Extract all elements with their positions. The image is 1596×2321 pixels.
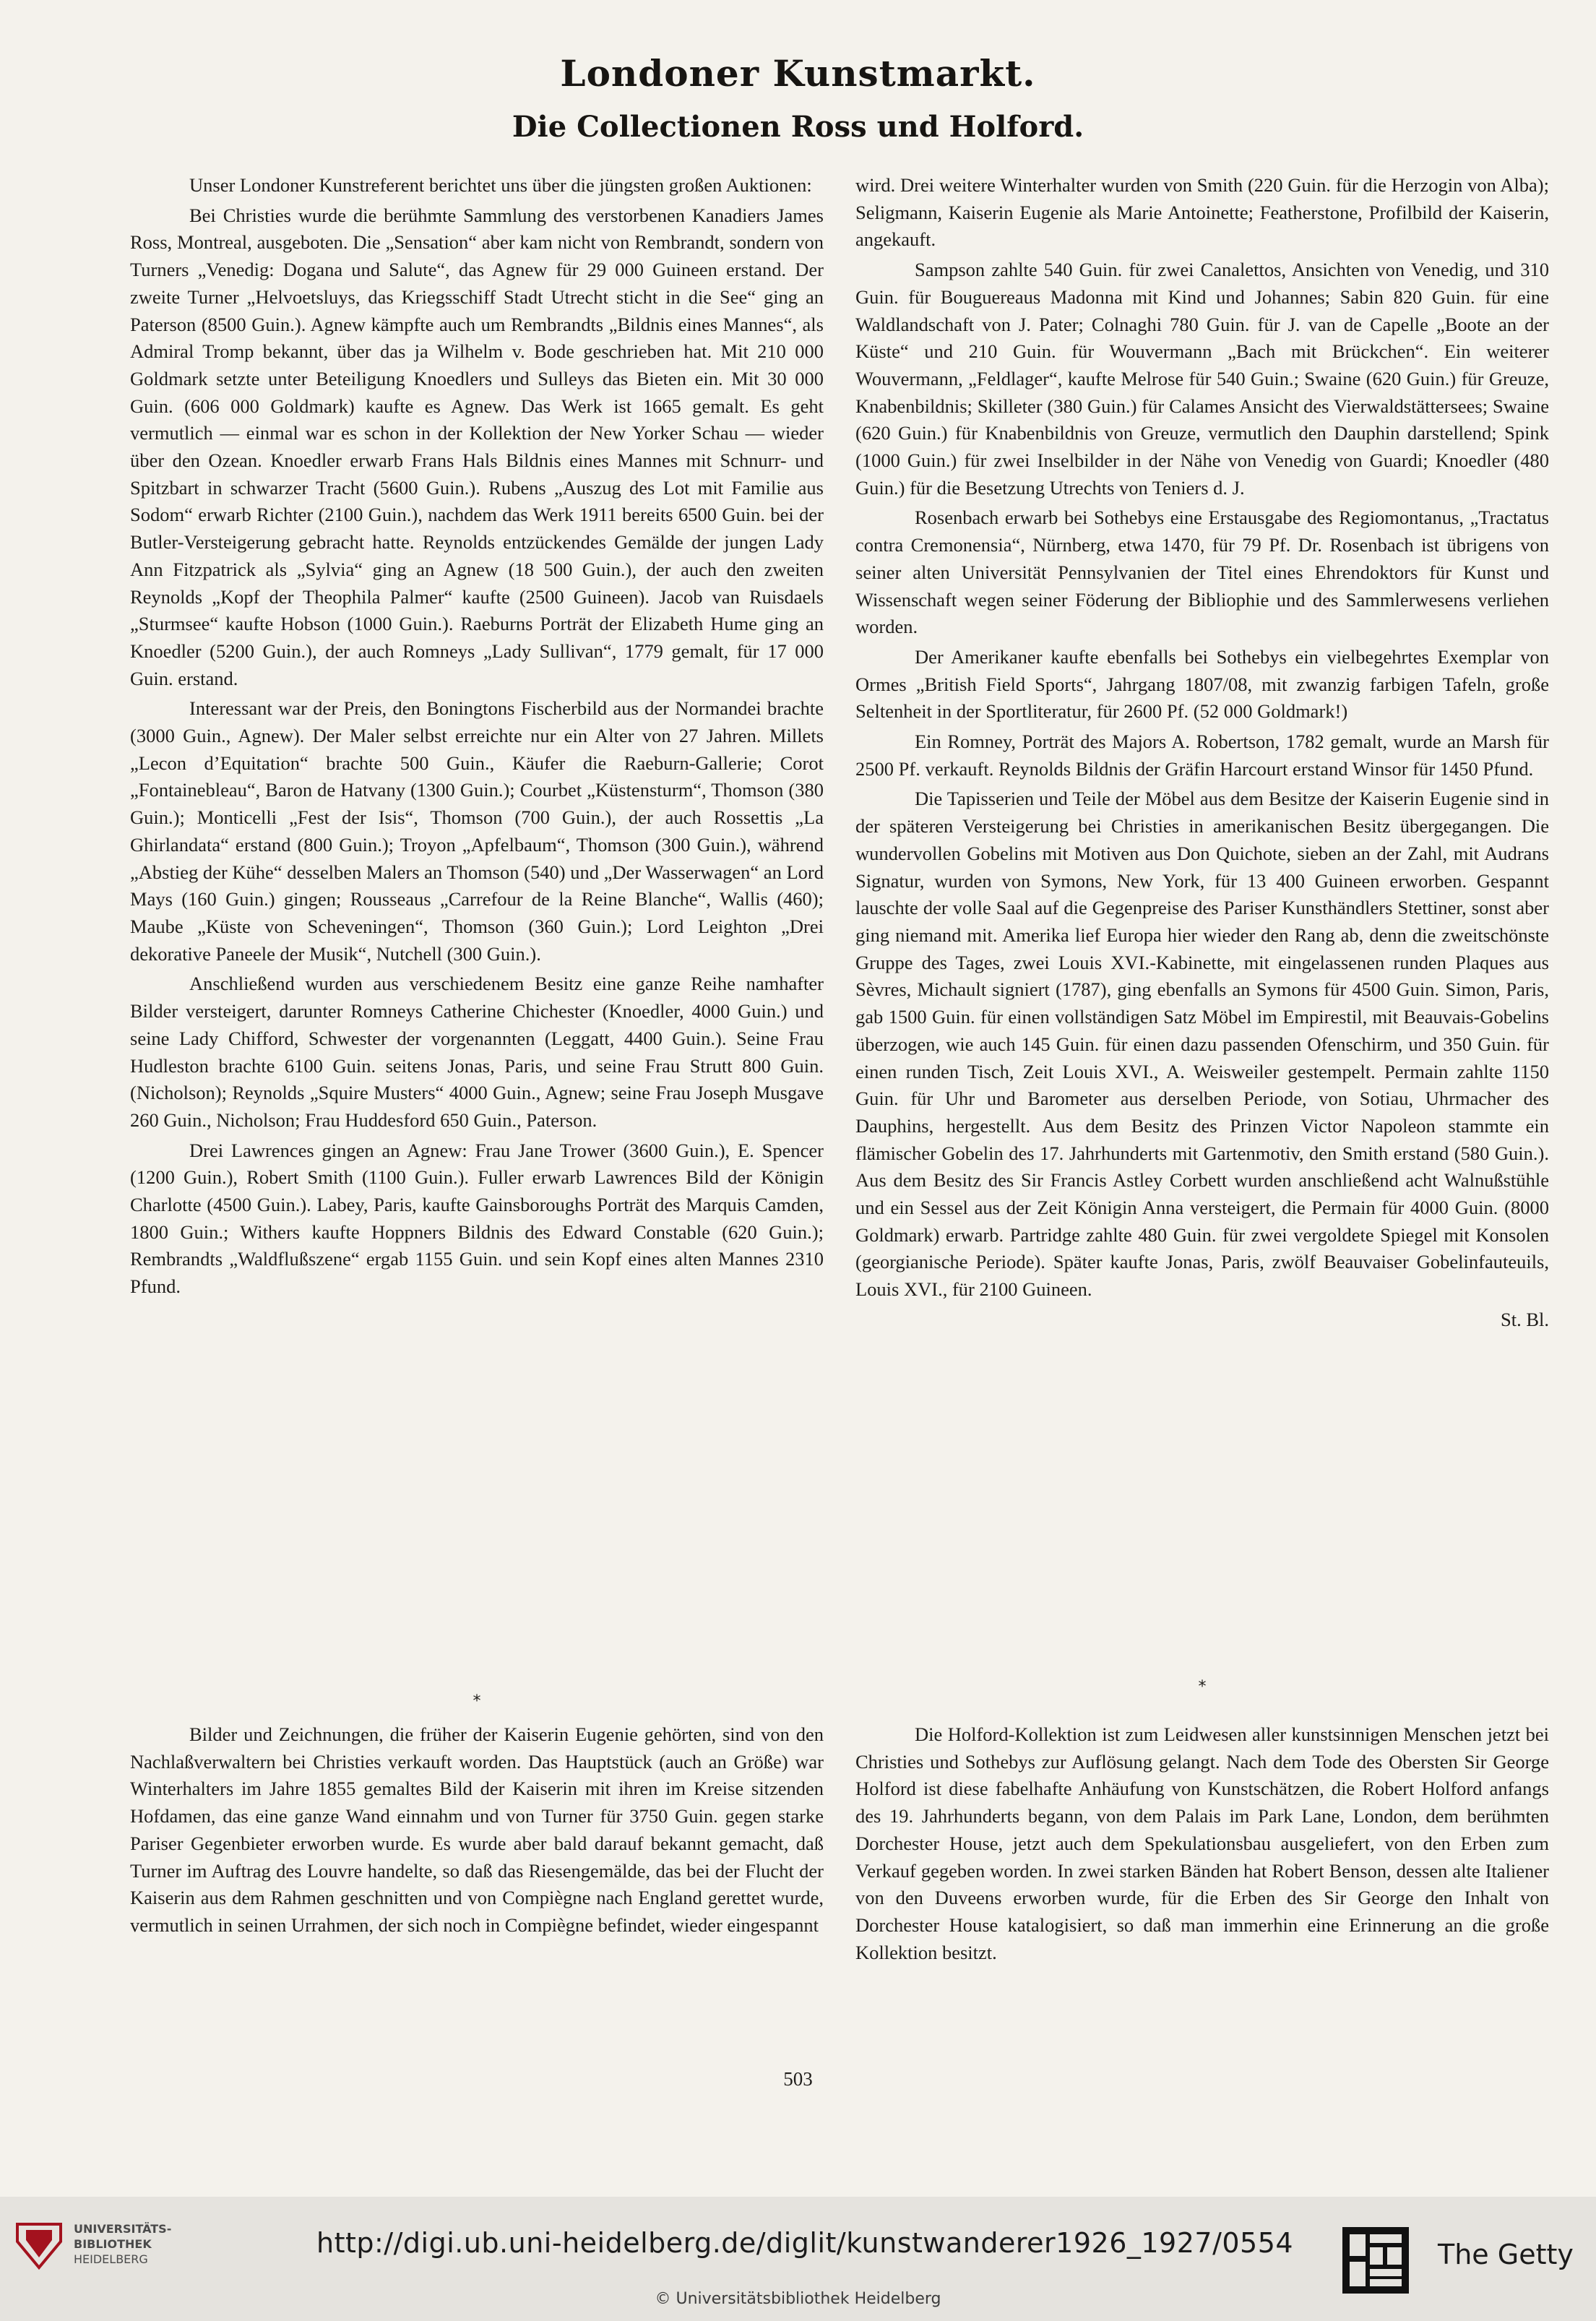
source-url-link[interactable]: http://digi.ub.uni-heidelberg.de/diglit/kunstwanderer1926_1927/0554 bbox=[316, 2227, 1294, 2259]
paragraph: Sampson zahlte 540 Guin. für zwei Canalettos, Ansichten von Venedig, und 310 Guin. für Bouguereaus Madonna mit Kind und Johannes; Sabin 820 Guin. für eine Waldlandschaft von J. Pater; Colnaghi 780 Guin. für J. van de Capelle „Boote an der Küste“ und 210 Guin. für Wouvermann „Bach mit Brückchen“. Ein weiterer Wouvermann, „Feldlager“, kaufte Melrose für 540 Guin.; Swaine (620 Guin.) für Greuze, Knabenbildnis; Skilleter (380 Guin.) für Calames Ansicht des Vierwaldstättersees; Swaine (620 Guin.) für Knabenbildnis von Greuze, vermutlich den Dauphin darstellend; Spink (1000 Guin.) für zwei Inselbilder in der Nähe von Venedig von Guardi; Knoedler (480 Guin.) für die Besetzung Utrechts von Teniers d. J. bbox=[855, 259, 1549, 499]
author-signature: St. Bl. bbox=[1500, 1308, 1549, 1330]
article-title: Londoner Kunstmarkt. bbox=[560, 52, 1036, 95]
section-separator: * bbox=[1198, 1678, 1207, 1696]
paragraph: Die Holford-Kollektion ist zum Leidwesen aller kunstsinnigen Menschen jetzt bei Christies und Sothebys zur Auflösung gelangt. Nach dem Tode des Obersten Sir George Holford ist diese fabelhafte Anhäufung von Kunstschätzen, die Robert Holford anfangs des 19. Jahrhunderts begann, von dem Palais im Park Lane, London, dem berühmten Dorchester House, jetzt auch dem Spekulationsbau ausgeliefert, von den Erben zum Verkauf gegeben worden. In zwei starken Bänden hat Robert Benson, dessen alte Italiener von den Duveens erworben wurde, für die Erben des Sir George den Inhalt von Dorchester House katalogisiert, so daß man immerhin eine Erinnerung an die große Kollektion besitzt. bbox=[855, 1723, 1549, 1963]
right-column-top bbox=[855, 172, 1549, 1334]
library-name: UNIVERSITÄTS- BIBLIOTHEK HEIDELBERG bbox=[74, 2222, 172, 2266]
paragraph: Bilder und Zeichnungen, die früher der Kaiserin Eugenie gehörten, sind von den Nachlaßverwaltern bei Christies verkauft worden. Das Hauptstück (auch an Größe) war Winterhalters im Jahre 1855 gemaltes Bild der Kaiserin mit ihren im Kreise sitzenden Hofdamen, das eine ganze Wand einnahm und von Turner für 3750 Guin. gegen starke Pariser Gegenbieter erworben wurde. Es wurde aber bald darauf bekannt gemacht, daß Turner im Auftrag des Louvre handelte, so daß das Riesengemälde, das bei der Flucht der Kaiserin aus dem Rahmen geschnitten und von Compiègne nach England gerettet wurde, vermutlich in seinen Urrahmen, der sich noch in Compiègne befindet, wieder eingespannt bbox=[130, 1723, 824, 1936]
right-column-bottom bbox=[855, 1721, 1549, 1969]
left-column-bottom bbox=[130, 1721, 824, 1942]
copyright-notice: © Universitätsbibliothek Heidelberg bbox=[655, 2290, 941, 2308]
paragraph: Der Amerikaner kaufte ebenfalls bei Sothebys ein vielbegehrtes Exemplar von Ormes „British Field Sports“, Jahrgang 1807/08, mit zwanzig farbigen Tafeln, große Seltenheit in der Sportliteratur, für 2600 Pf. (52 000 Goldmark!) bbox=[855, 645, 1549, 723]
paragraph: Drei Lawrences gingen an Agnew: Frau Jane Trower (3600 Guin.), E. Spencer (1200 Guin.), Robert Smith (1100 Guin.). Fuller erwarb Lawrences Bild der Königin Charlotte (4500 Guin.). Labey, Paris, kaufte Gainsboroughs Porträt des Marquis Camden, 1800 Guin.; Withers kaufte Hoppners Bildnis des Edward Constable (620 Guin.); Rembrandts „Waldflußszene“ ergab 1155 Guin. und sein Kopf eines alten Mannes 2310 Pfund. bbox=[130, 1139, 824, 1298]
paragraph: Die Tapisserien und Teile der Möbel aus dem Besitze der Kaiserin Eugenie sind in der späteren Versteigerung bei Christies in amerikanischen Besitz übergegangen. Die wundervollen Gobelins mit Motiven aus Don Quichote, sieben an der Zahl, mit Audrans Signatur, wurden von Symons, New York, für 13 400 Guineen erworben. Gespannt lauschte der volle Saal auf die Gegenpreise des Pariser Kunsthändlers Stettiner, sonst aber ging niemand mit. Amerika lief Europa hier wieder den Rang ab, denn die zweitschönste Gruppe des Tages, zwei Louis XVI.-Kabinette, mit eingelassenen runden Plaques aus Sèvres, Michault signiert (1787), ging ebenfalls an Symons für 4500 Guin. Simon, Paris, gab 1500 Guin. für einen vollständigen Satz Möbel im Empirestil, mit Beauvais-Gobelins überzogen, wie auch 145 Guin. für einen dazu passenden Ofenschirm, und 350 Guin. für einen runden Tisch, Zeit Louis XVI., A. Weisweiler gestempelt. Permain zahlte 1150 Guin. für Uhr und Barometer aus derselben Periode, von Sotiau, Uhrmacher des Dauphins, hergestellt. Aus dem Besitz des Prinzen Victor Napoleon stammte ein flämischer Gobelin des 17. Jahrhunderts mit Gartenmotiv, den Smith erstand (580 Guin.). Aus dem Besitz des Sir Francis Astley Corbett wurden anschließend acht Walnußstühle und ein Sessel aus der Zeit Königin Anna versteigert, die Permain für 4000 Guin. (8000 Goldmark) erwarb. Partridge zahlte 480 Guin. für zwei vergoldete Spiegel mit Konsolen (georgianische Periode). Später kaufte Jonas, Paris, zwölf Beauvaiser Gobelinfauteuils, Louis XVI., für 2100 Guineen. bbox=[855, 788, 1549, 1301]
paragraph: Interessant war der Preis, den Boningtons Fischerbild aus der Normandei brachte (3000 Guin., Agnew). Der Maler selbst erreichte nur ein Alter von 27 Jahren. Millets „Lecon d’Equitation“ brachte 500 Guin., Käufer die Raeburn-Gallerie; Corot „Fontainebleau“, Baron de Hatvany (1300 Guin.); Courbet „Küstensturm“, Thomson (380 Guin.); Monticelli „Fest der Isis“, Thomson (700 Guin.), der auch Rossettis „La Ghirlandata“ erstand (800 Guin.); Troyon „Apfelbaum“, Thomson (300 Guin.), während „Abstieg der Kühe“ desselben Malers an Thomson (540) und „Der Wasserwagen“ an Lord Mays (160 Guin.) gingen; Rousseaus „Carrefour de la Reine Blanche“, Wallis (460); Maube „Küste von Scheveningen“, Thomson (360 Guin.); Lord Leighton „Drei dekorative Paneele der Musik“, Nutchell (300 Guin.). bbox=[130, 697, 824, 965]
paragraph: Anschließend wurden aus verschiedenem Besitz eine ganze Reihe namhafter Bilder versteigert, darunter Romneys Catherine Chichester (Knoedler, 4000 Guin.) und seine Lady Chifford, Schwester der vorgenannten (Leggatt, 4400 Guin.). Seine Frau Hudleston brachte 6100 Guin. seitens Jonas, Paris, und seine Frau Strutt 800 Guin. (Nicholson); Reynolds „Squire Musters“ 4000 Guin., Agnew; seine Frau Joseph Musgave 260 Guin., Nicholson; Frau Huddesford 650 Guin., Paterson. bbox=[130, 973, 824, 1131]
paragraph: wird. Drei weitere Winterhalter wurden von Smith (220 Guin. für die Herzogin von Alba); Seligmann, Kaiserin Eugenie als Marie Antoinette; Featherstone, Profilbild der Kaiserin, angekauft. bbox=[855, 174, 1549, 251]
page-number: 503 bbox=[783, 2068, 813, 2090]
paragraph: Bei Christies wurde die berühmte Sammlung des verstorbenen Kanadiers James Ross, Montreal, ausgeboten. Die „Sensation“ aber kam nicht von Rembrandt, sondern von Turners „Venedig: Dogana und Salute“, das Agnew für 29 000 Guineen erstand. Der zweite Turner „Helvoetsluys, das Kriegsschiff Stadt Utrecht sticht in die See“ ging an Paterson (8500 Guin.). Agnew kämpfte auch um Rembrandts „Bildnis eines Mannes“, als Admiral Tromp bekannt, über das ja Wilhelm v. Bode geschrieben hat. Mit 210 000 Goldmark setzte unter Beteiligung Knoedlers und Sulleys das Bieten ein. Mit 30 000 Guin. (606 000 Goldmark) kaufte es Agnew. Das Werk ist 1665 gemalt. Es geht vermutlich — einmal war es schon in der Kollektion der New Yorker Schau — wieder über den Ozean. Knoedler erwarb Frans Hals Bildnis eines Mannes mit Schnurr- und Spitzbart in schwarzer Tracht (5600 Guin.). Rubens „Auszug des Lot mit Familie aus Sodom“ erwarb Richter (2100 Guin.), nachdem das Werk 1911 bereits 6500 Guin. bei der Butler-Versteigerung gebracht hatte. Reynolds entzückendes Gemälde der jungen Lady Ann Fitzpatrick als „Sylvia“ ging an Agnew (18 500 Guin.), der auch den zweiten Reynolds „Kopf der Theophila Palmer“ kaufte (2500 Guineen). Jacob van Ruisdaels „Sturmsee“ kaufte Hobson (1000 Guin.). Raeburns Porträt der Elizabeth Hume ging an Knoedler (5200 Guin.), der auch Romneys „Lady Sullivan“, 1779 gemalt, für 17 000 Guin. erstand. bbox=[130, 204, 824, 689]
paragraph: Ein Romney, Porträt des Majors A. Robertson, 1782 gemalt, wurde an Marsh für 2500 Pf. verkauft. Reynolds Bildnis der Gräfin Harcourt erstand Winsor für 1450 Pfund. bbox=[855, 731, 1549, 780]
university-library-logo-icon[interactable] bbox=[13, 2220, 65, 2272]
getty-name: The Getty bbox=[1438, 2239, 1574, 2270]
getty-logo-icon[interactable] bbox=[1342, 2227, 1409, 2294]
paragraph: Unser Londoner Kunstreferent berichtet uns über die jüngsten großen Auktionen: bbox=[189, 174, 812, 196]
paragraph: Rosenbach erwarb bei Sothebys eine Erstausgabe des Regiomontanus, „Tractatus contra Cremonensia“, Nürnberg, etwa 1470, für 79 Pf. Dr. Rosenbach ist übrigens von seiner alten Universität Pennsylvanien der Titel eines Ehrendoktors für Kunst und Wissenschaft wegen seiner Föderung der Bibliophie und des Sammlerwesens verliehen worden. bbox=[855, 507, 1549, 638]
footer-bar bbox=[0, 2197, 1596, 2321]
left-column-top bbox=[130, 172, 824, 1304]
section-separator: * bbox=[473, 1692, 481, 1710]
article-subtitle: Die Collectionen Ross und Holford. bbox=[512, 110, 1084, 144]
